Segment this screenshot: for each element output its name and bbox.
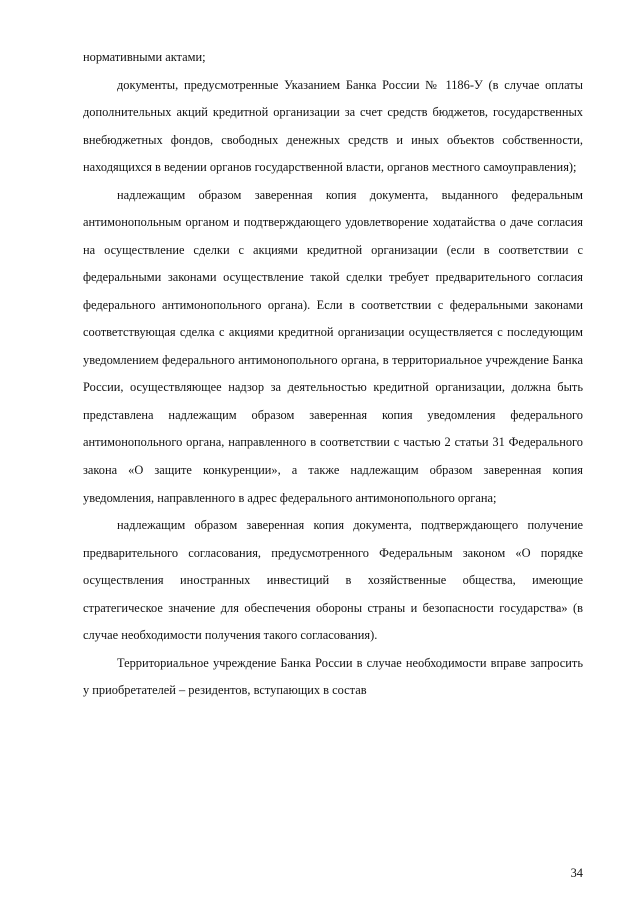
paragraph: документы, предусмотренные Указанием Банка России № 1186-У (в случае оплаты дополнительных акций кредитной организации за счет средств бюджетов, государственных внебюджетных фондов, свободных денежных средств и иных объектов собственности, находящихся в ведении органов государственной власти, органов местного самоуправления); bbox=[83, 77, 583, 175]
paragraph: надлежащим образом заверенная копия документа, выданного федеральным антимонопольным органом и подтверждающего удовлетворение ходатайства о даче согласия на осуществление сделки с акциями кредитной организации (если в соответствии с федеральными законами осуществление такой сделки требует предварительного согласия федерального антимонопольного органа). Если в соответствии с федеральными законами соответствующая сделка с акциями кредитной организации осуществляется с последующим уведомлением федерального антимонопольного органа, в территориальное учреждение Банка России, осуществляющее надзор за деятельностью кредитной организации, должна быть представлена надлежащим образом заверенная копия уведомления федерального антимонопольного органа, направленного в соответствии с частью 2 статьи 31 Федерального закона «О защите конкуренции», а также надлежащим образом заверенная копия уведомления, направленного в адрес федерального антимонопольного органа; bbox=[83, 187, 583, 505]
paragraph: нормативными актами; bbox=[83, 50, 206, 64]
document-body bbox=[83, 44, 583, 705]
paragraph: Территориальное учреждение Банка России в случае необходимости вправе запросить у приобретателей – резидентов, вступающих в состав bbox=[83, 655, 583, 698]
paragraph: надлежащим образом заверенная копия документа, подтверждающего получение предварительного согласования, предусмотренного Федеральным законом «О порядке осуществления иностранных инвестиций в хозяйственные общества, имеющие стратегическое значение для обеспечения обороны страны и безопасности государства» (в случае необходимости получения такого согласования). bbox=[83, 518, 583, 643]
page-number: 34 bbox=[570, 865, 583, 880]
